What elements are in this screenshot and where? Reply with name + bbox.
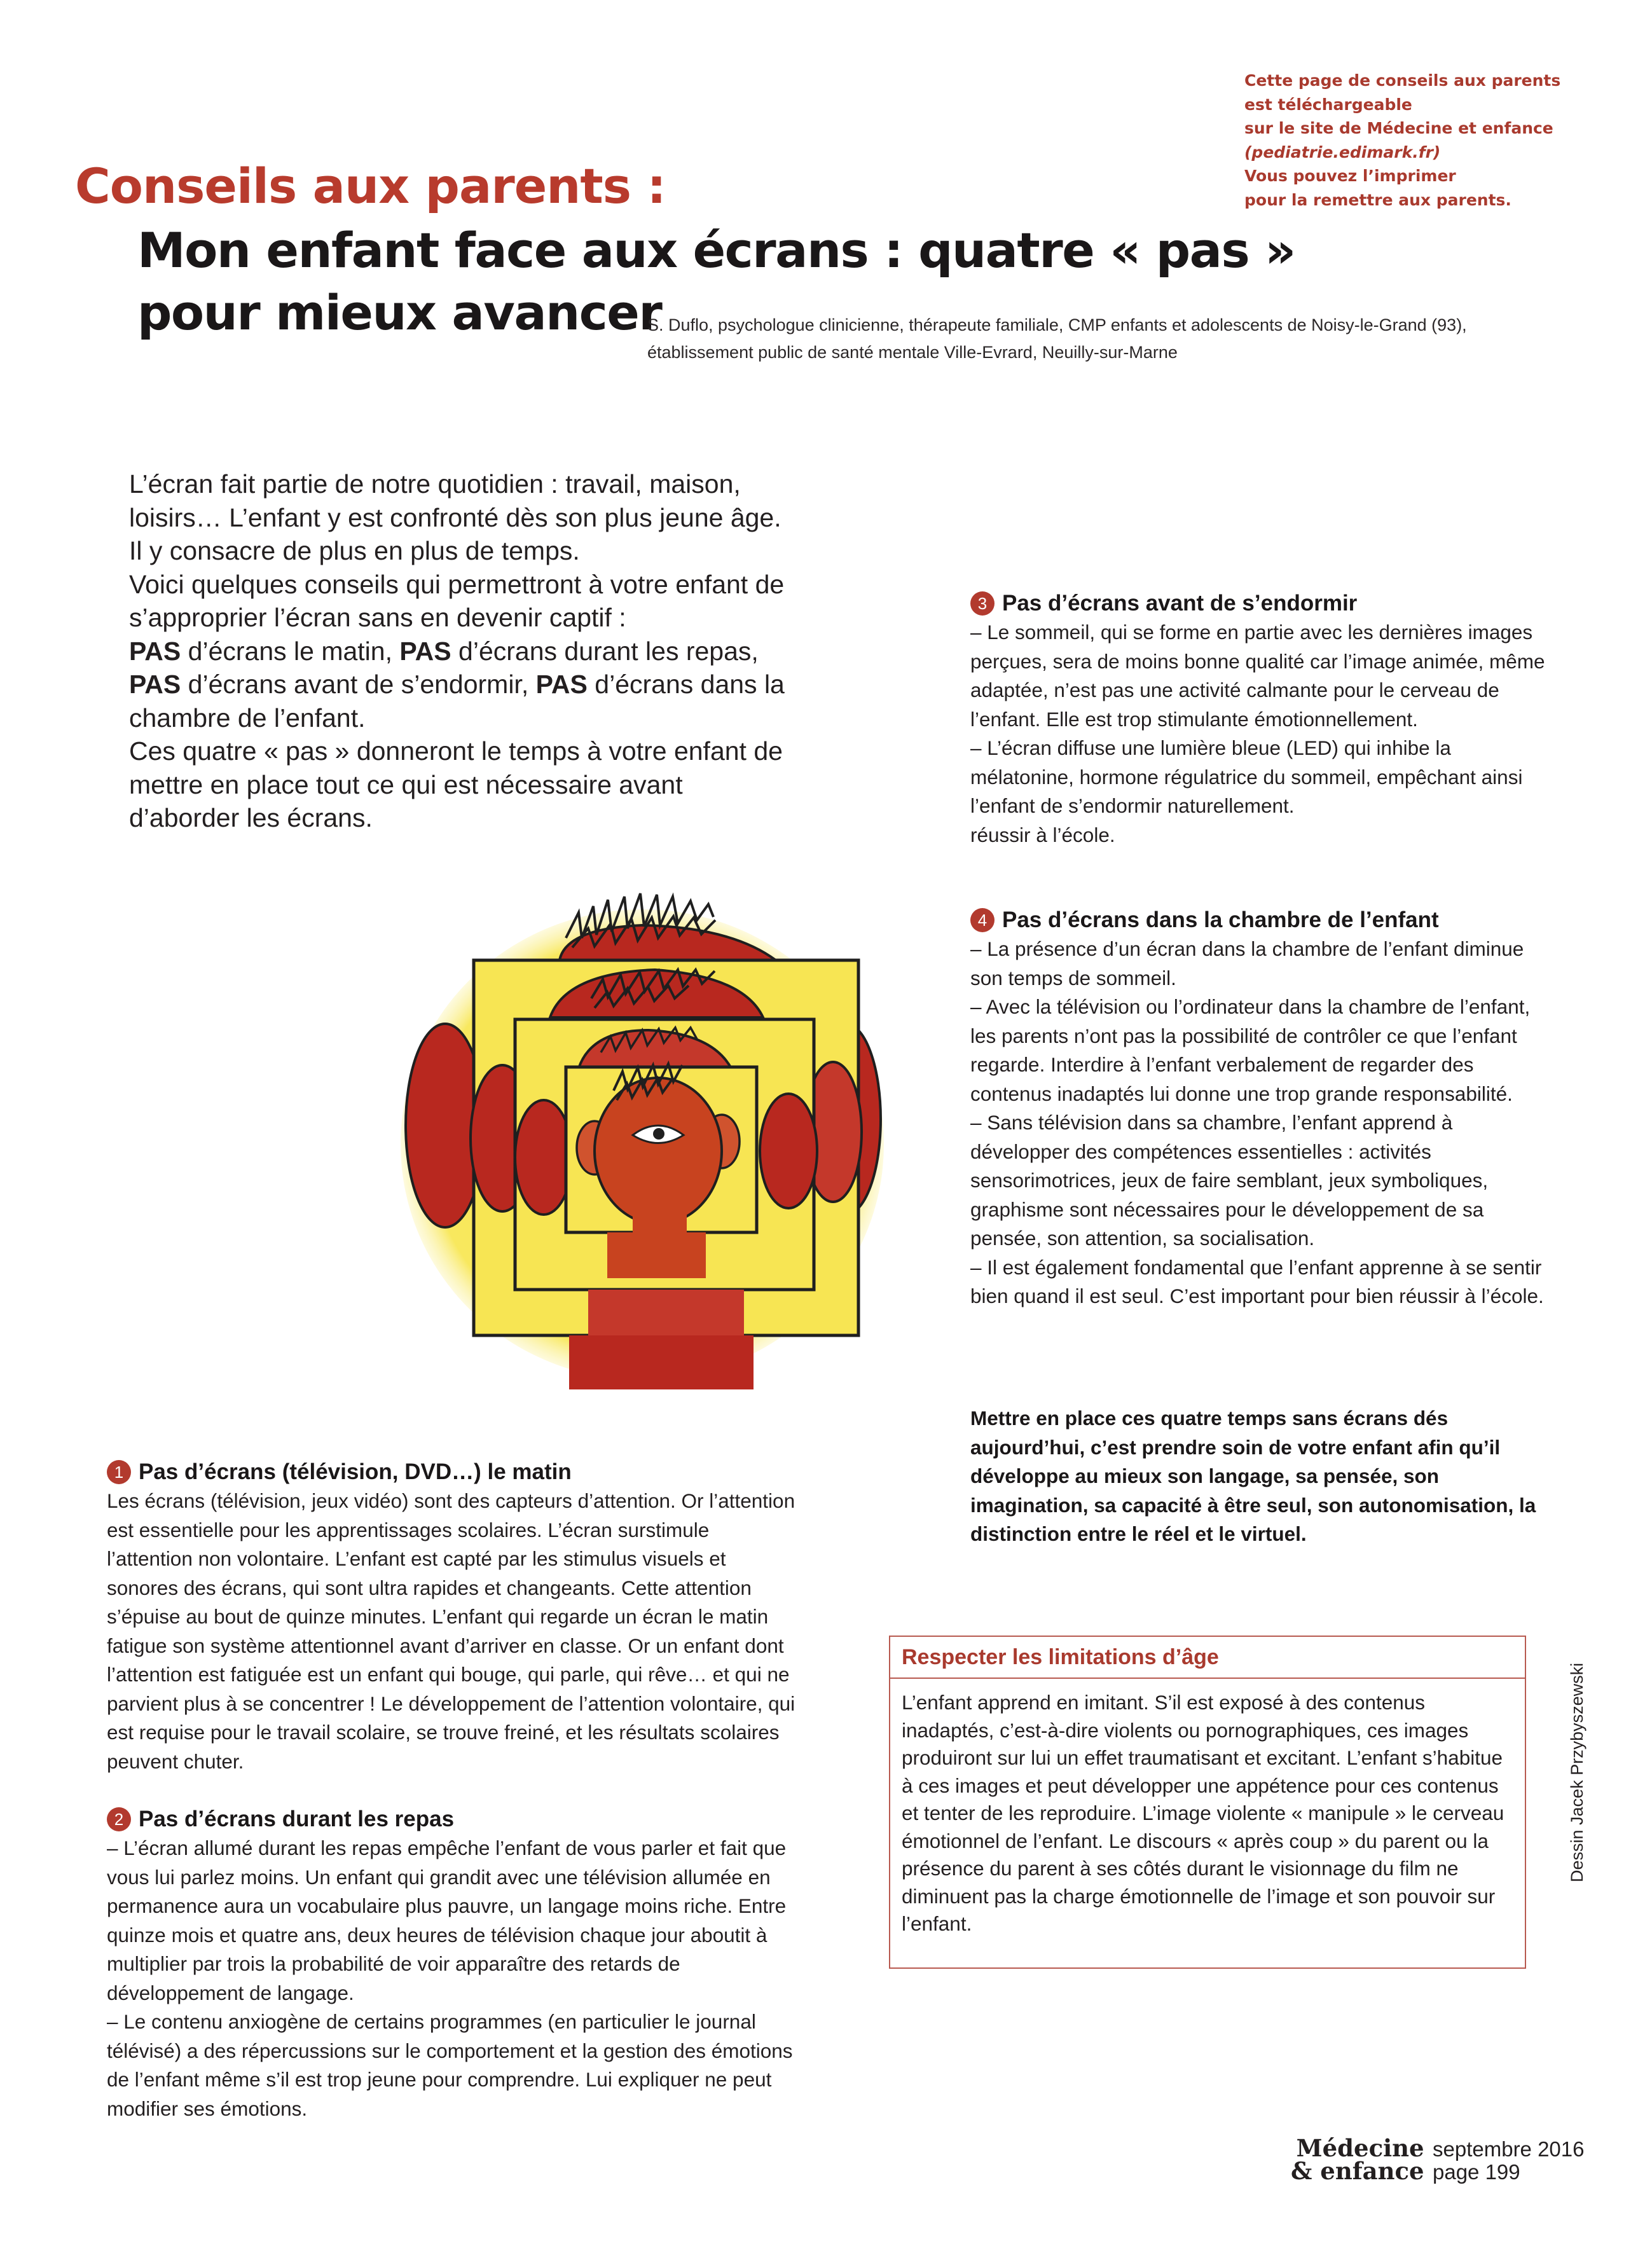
series-title: Conseils aux parents : [75, 158, 666, 214]
journal-logo-line-1: Médecine [1296, 2134, 1424, 2162]
inner-left-ear [515, 1100, 572, 1215]
section-4-paragraph: – Avec la télévision ou l’ordinateur dans la chambre de l’enfant, les parents n’ont pas la possibilité de contrôler ce que l’enfant regarde. Interdire à l’enfant verbalement de regarder des contenus inadaptés lui donne une trop grande responsabilité. [970, 995, 1531, 1105]
inner-right-ear [760, 1094, 817, 1208]
intro-paragraph-2: Voici quelques conseils qui permettront à votre enfant de s’approprier l’écran sans en devenir captif : [129, 569, 785, 632]
author-line-1: S. Duflo, psychologue clinicienne, thérapeute familiale, CMP enfants et adolescents de Noisy-le-Grand (93), [647, 315, 1467, 334]
inner-neck [607, 1232, 706, 1278]
pas-item: d’écrans dans la chambre de l’enfant. [129, 670, 785, 733]
section-4-paragraph: – Il est également fondamental que l’enfant apprenne à se sentir bien quand il est seul. C’est important pour bien réussir à l’école. [970, 1255, 1544, 1307]
intro-paragraph-3: Ces quatre « pas » donneront le temps à votre enfant de mettre en place tout ce qui est nécessaire avant d’aborder les écrans. [129, 736, 783, 832]
outer-body [569, 1335, 754, 1389]
download-note-line: pour la remettre aux parents. [1244, 190, 1511, 209]
section-2-paragraph: – Le contenu anxiogène de certains programmes (en particulier le journal télévisé) a des répercussions sur le comportement et la gestion des émotions de l’enfant même s’il est trop jeune pour comprendre. Lui expliquer ne peut modifier ses émotions. [107, 2010, 793, 2120]
age-limits-box-text: L’enfant apprend en imitant. S’il est exposé à des contenus inadaptés, c’est-à-dire violents ou pornographiques, ces images produiront sur lui un effet traumatisant et excitant. L’enfant s’habitue à ces images et peut développer une appétence pour ces contenus et tenter de les reproduire. L’image violente « manipule » le cerveau émotionnel de l’enfant. Le discours « après coup » du parent ou la présence du parent à ses côtés durant le visionnage du film ne diminuent pas la charge émotionnelle de l’image et son pouvoir sur l’enfant. [902, 1691, 1504, 1935]
section-3-heading [970, 589, 1549, 618]
issue-date: septembre 2016 [1433, 2137, 1585, 2161]
page-number: page 199 [1433, 2160, 1520, 2184]
pas-item: d’écrans avant de s’endormir, [181, 670, 536, 699]
section-4-title: Pas d’écrans dans la chambre de l’enfant [1002, 907, 1439, 932]
age-limits-box [889, 1636, 1526, 1969]
section-3-paragraph: réussir à l’école. [970, 823, 1115, 846]
journal-logo-line-2: & enfance [1291, 2157, 1424, 2185]
middle-body [588, 1290, 744, 1335]
pas-keyword: PAS [535, 670, 588, 699]
age-limits-box-title: Respecter les limitations d’âge [890, 1637, 1525, 1679]
child-screens-drawing-icon [375, 871, 897, 1393]
intro-pas-list [129, 635, 790, 735]
age-limits-box-body [890, 1679, 1525, 1948]
section-3-title: Pas d’écrans avant de s’endormir [1002, 591, 1358, 616]
section-3-paragraph: – Le sommeil, qui se forme en partie avec les dernières images perçues, sera de moins bonne qualité car l’image animée, même adaptée, n’est pas une activité calmante pour le cerveau de l’enfant. Elle est trop stimulante émotionnellement. [970, 621, 1545, 731]
section-2-paragraph: – L’écran allumé durant les repas empêche l’enfant de vous parler et fait que vous lui parlez moins. Un enfant qui grandit avec une télévision allumée en permanence aura un vocabulaire plus pauvre, un langage moins riche. Entre quinze mois et quatre ans, deux heures de télévision chaque jour aboutit à multiplier par trois la probabilité de voir apparaître des retards de développement de langage. [107, 1836, 787, 2004]
intro-paragraph-1: L’écran fait partie de notre quotidien : travail, maison, loisirs… L’enfant y est confronté dès son plus jeune âge. Il y consacre de plus en plus de temps. [129, 469, 781, 565]
section-4-heading [970, 906, 1549, 935]
download-note-line: Vous pouvez l’imprimer [1244, 167, 1456, 185]
conclusion-text: Mettre en place ces quatre temps sans écrans dés aujourd’hui, c’est prendre soin de votre enfant afin qu’il développe au mieux son langage, sa pensée, son imagination, sa capacité à être seul, son autonomisation, la distinction entre le réel et le virtuel. [970, 1407, 1536, 1545]
download-note-line: est téléchargeable [1244, 95, 1412, 114]
child-neck [633, 1215, 687, 1234]
section-1-paragraph: Les écrans (télévision, jeux vidéo) sont des capteurs d’attention. Or l’attention est essentielle pour les apprentissages scolaires. L’écran surstimule l’attention non volontaire. L’enfant est capté par les stimulus visuels et sonores des écrans, qui sont ultra rapides et changeants. Cette attention s’épuise au bout de quinze minutes. L’enfant qui regarde un écran le matin fatigue son système attentionnel avant d’arriver en classe. Or un enfant dont l’attention est fatiguée est un enfant qui bouge, qui parle, qui rêve… et qui ne parvient plus à se concentrer ! Le développement de l’attention volontaire, qui est requise pour le travail scolaire, se trouve freiné, et les résultats scolaires peuvent chuter. [107, 1489, 795, 1773]
number-badge-icon: 1 [107, 1460, 131, 1484]
section-3 [970, 589, 1549, 850]
section-2-title: Pas d’écrans durant les repas [139, 1807, 455, 1831]
journal-logo [1291, 2134, 1424, 2185]
section-4 [970, 906, 1549, 1311]
number-badge-icon: 4 [970, 908, 995, 932]
intro-text [129, 467, 790, 835]
author-affiliation [647, 312, 1550, 366]
section-2 [107, 1805, 800, 2123]
download-note-line: sur le site de Médecine et enfance [1244, 119, 1553, 137]
number-badge-icon: 3 [970, 591, 995, 616]
illustration-credit: Dessin Jacek Przybyszewski [1567, 1662, 1587, 1882]
section-2-heading [107, 1805, 800, 1834]
section-1-heading [107, 1457, 800, 1487]
main-title-line-2: pour mieux avancer [137, 284, 662, 341]
section-3-paragraph: – L’écran diffuse une lumière bleue (LED) qui inhibe la mélatonine, hormone régulatrice du sommeil, empêchant ainsi l’enfant de s’endormir naturellement. [970, 736, 1523, 817]
main-title-line-1: Mon enfant face aux écrans : quatre « pas » [137, 222, 1295, 279]
section-1-title: Pas d’écrans (télévision, DVD…) le matin [139, 1459, 572, 1484]
pupil [653, 1128, 664, 1140]
section-4-paragraph: – Sans télévision dans sa chambre, l’enfant apprend à développer des compétences essentielles : activités sensorimotrices, jeux de faire semblant, jeux symboliques, graphisme sont nécessaires pour le développement de sa pensée, son attention, sa socialisation. [970, 1111, 1489, 1250]
pas-keyword: PAS [129, 636, 181, 666]
pas-keyword: PAS [129, 670, 181, 699]
download-note-url[interactable]: (pediatrie.edimark.fr) [1244, 142, 1441, 162]
pas-keyword: PAS [399, 636, 451, 666]
download-note-line: Cette page de conseils aux parents [1244, 71, 1561, 90]
issue-info [1433, 2138, 1585, 2184]
pas-item: d’écrans durant les repas, [451, 636, 759, 666]
download-note [1244, 69, 1600, 212]
section-4-paragraph: – La présence d’un écran dans la chambre de l’enfant diminue son temps de sommeil. [970, 937, 1524, 989]
section-1 [107, 1457, 800, 1776]
number-badge-icon: 2 [107, 1807, 131, 1831]
author-line-2: établissement public de santé mentale Ville-Evrard, Neuilly-sur-Marne [647, 343, 1178, 362]
child-face [595, 1078, 722, 1224]
illustration-svg [375, 871, 897, 1393]
pas-item: d’écrans le matin, [181, 636, 400, 666]
